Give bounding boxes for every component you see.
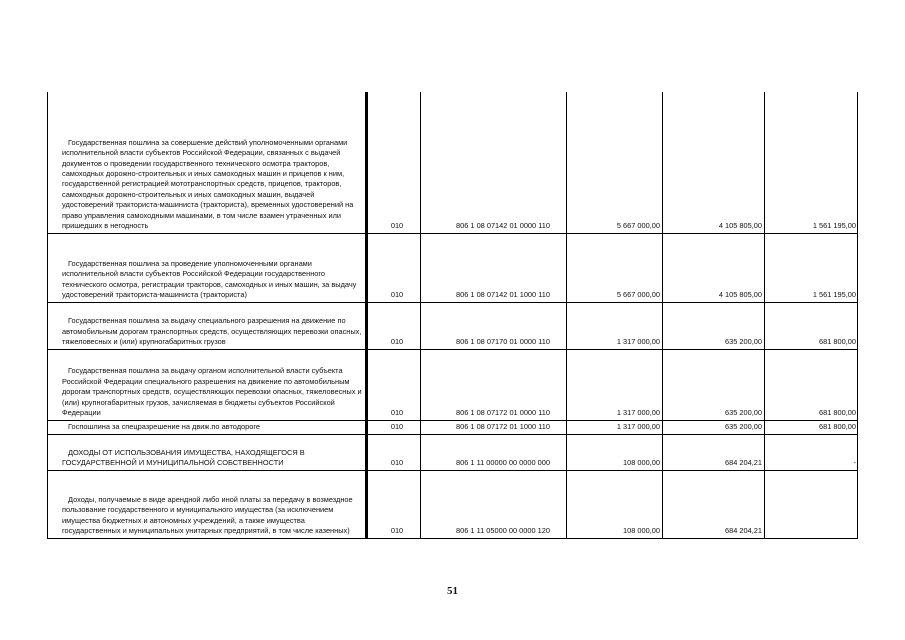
row-line-code: 010 — [367, 470, 421, 538]
row-approved-amount: 1 317 000,00 — [567, 302, 663, 349]
budget-revenue-table — [47, 92, 858, 539]
row-budget-code: 806 1 08 07172 01 1000 110 — [421, 420, 567, 434]
row-description: Госпошлина за спецразрешение на движ.по автодороге — [48, 420, 367, 434]
row-executed-amount: 4 105 805,00 — [663, 233, 765, 302]
row-executed-amount: 635 200,00 — [663, 302, 765, 349]
table-row — [48, 349, 858, 420]
row-executed-amount: 684 204,21 — [663, 470, 765, 538]
row-budget-code: 806 1 11 05000 00 0000 120 — [421, 470, 567, 538]
row-unexecuted-amount — [765, 470, 858, 538]
row-unexecuted-amount: 681 800,00 — [765, 302, 858, 349]
row-description: Государственная пошлина за выдачу специального разрешения на движение по автомобильным дорогам транспортных средств, осуществляющих перевозки опасных, тяжеловесных и (или) крупногабаритных грузов — [48, 302, 367, 349]
row-description: Государственная пошлина за выдачу органом исполнительной власти субъекта Российской Федерации специального разрешения на движение по автомобильным дорогам транспортных средств, осуществляющих перевозки опасных, тяжеловесных и (или) крупногабаритных грузов, зачисляемая в бюджеты субъектов Российской Федерации — [48, 349, 367, 420]
row-line-code: 010 — [367, 92, 421, 233]
row-approved-amount: 1 317 000,00 — [567, 420, 663, 434]
row-executed-amount: 635 200,00 — [663, 420, 765, 434]
row-unexecuted-amount: 681 800,00 — [765, 349, 858, 420]
row-line-code: 010 — [367, 420, 421, 434]
row-budget-code: 806 1 08 07170 01 0000 110 — [421, 302, 567, 349]
table-row — [48, 470, 858, 538]
row-line-code: 010 — [367, 349, 421, 420]
row-description: Государственная пошлина за совершение действий уполномоченными органами исполнительной власти субъектов Российской Федерации, связанных с выдачей документов о проведении государственного технического осмотра тракторов, самоходных дорожно-строительных и иных самоходных машин и прицепов к ним, государственной регистрацией мототранспортных средств, прицепов, тракторов, самоходных дорожно-строительных и иных самоходных машин, выдачей удостоверений тракториста-машиниста (тракториста), временных удостоверений на право управления самоходными машинами, в том числе взамен утраченных или пришедших в негодность — [48, 92, 367, 233]
table-row — [48, 420, 858, 434]
table-row — [48, 434, 858, 470]
row-unexecuted-amount: 1 561 195,00 — [765, 92, 858, 233]
table-row — [48, 92, 858, 233]
row-approved-amount: 1 317 000,00 — [567, 349, 663, 420]
table-row — [48, 233, 858, 302]
row-budget-code: 806 1 08 07142 01 0000 110 — [421, 92, 567, 233]
row-budget-code: 806 1 08 07142 01 1000 110 — [421, 233, 567, 302]
row-description: Государственная пошлина за проведение уполномоченными органами исполнительной власти субъектов Российской Федерации государственного технического осмотра, регистрации тракторов, самоходных и иных машин, за выдачу удостоверений тракториста-машиниста (тракториста) — [48, 233, 367, 302]
row-unexecuted-amount: 681 800,00 — [765, 420, 858, 434]
row-executed-amount: 635 200,00 — [663, 349, 765, 420]
row-approved-amount: 5 667 000,00 — [567, 233, 663, 302]
row-approved-amount: 5 667 000,00 — [567, 92, 663, 233]
row-executed-amount: 4 105 805,00 — [663, 92, 765, 233]
row-unexecuted-amount: 1 561 195,00 — [765, 233, 858, 302]
row-description: ДОХОДЫ ОТ ИСПОЛЬЗОВАНИЯ ИМУЩЕСТВА, НАХОДЯЩЕГОСЯ В ГОСУДАРСТВЕННОЙ И МУНИЦИПАЛЬНОЙ СОБСТВЕННОСТИ — [48, 434, 367, 470]
row-line-code: 010 — [367, 302, 421, 349]
row-line-code: 010 — [367, 434, 421, 470]
row-budget-code: 806 1 11 00000 00 0000 000 — [421, 434, 567, 470]
page-number: 51 — [447, 585, 458, 597]
row-description: Доходы, получаемые в виде арендной либо иной платы за передачу в возмездное пользование государственного и муниципального имущества (за исключением имущества бюджетных и автономных учреждений, а также имущества государственных и муниципальных унитарных предприятий, в том числе казенных) — [48, 470, 367, 538]
row-approved-amount: 108 000,00 — [567, 434, 663, 470]
row-budget-code: 806 1 08 07172 01 0000 110 — [421, 349, 567, 420]
row-unexecuted-amount: - — [765, 434, 858, 470]
row-line-code: 010 — [367, 233, 421, 302]
row-executed-amount: 684 204,21 — [663, 434, 765, 470]
row-approved-amount: 108 000,00 — [567, 470, 663, 538]
table-row — [48, 302, 858, 349]
